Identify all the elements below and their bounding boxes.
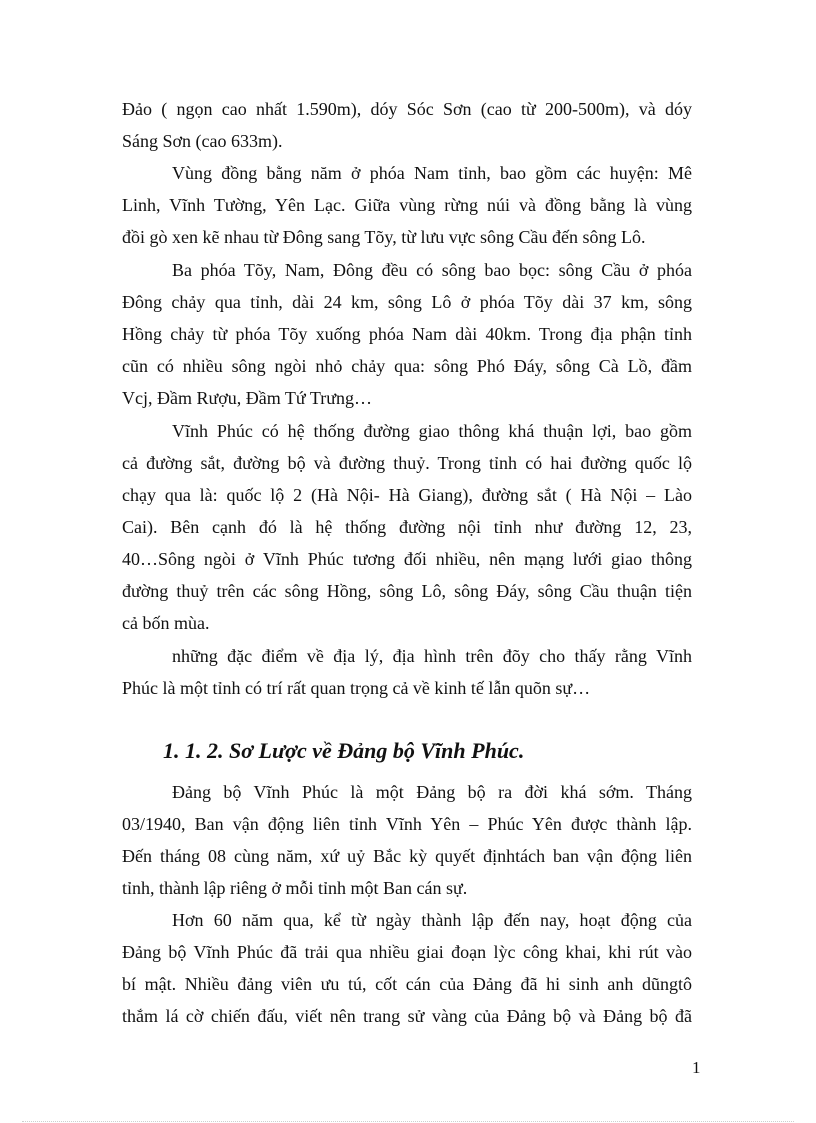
body-line: 40…Sông ngòi ở Vĩnh Phúc tương đối nhiều, nên mạng lưới giao thông bbox=[122, 549, 692, 569]
body-line: Sáng Sơn (cao 633m). bbox=[122, 131, 283, 151]
body-line: đồi gò xen kẽ nhau từ Đông sang Tõy, từ lưu vực sông Cầu đến sông Lô. bbox=[122, 227, 646, 247]
body-line: Cai). Bên cạnh đó là hệ thống đường nội tỉnh như đường 12, 23, bbox=[122, 517, 692, 537]
body-line: thắm lá cờ chiến đấu, viết nên trang sử vàng của Đảng bộ và Đảng bộ đã bbox=[122, 1006, 692, 1026]
body-line: những đặc điểm về địa lý, địa hình trên đõy cho thấy rằng Vĩnh bbox=[172, 646, 692, 666]
body-line: bí mật. Nhiều đảng viên ưu tú, cốt cán của Đảng đã hi sinh anh dũngtô bbox=[122, 974, 692, 994]
body-line: Hồng chảy từ phóa Tõy xuống phóa Nam dài 40km. Trong địa phận tỉnh bbox=[122, 324, 692, 344]
body-line: Vĩnh Phúc có hệ thống đường giao thông khá thuận lợi, bao gồm bbox=[172, 421, 692, 441]
page-number: 1 bbox=[692, 1058, 701, 1077]
body-line: Phúc là một tỉnh có trí rất quan trọng cả về kinh tế lẫn quõn sự… bbox=[122, 678, 591, 698]
body-line: Ba phóa Tõy, Nam, Đông đều có sông bao bọc: sông Cầu ở phóa bbox=[172, 260, 692, 280]
section-heading: 1. 1. 2. Sơ Lược về Đảng bộ Vĩnh Phúc. bbox=[163, 738, 525, 763]
body-line: Linh, Vĩnh Tường, Yên Lạc. Giữa vùng rừng núi và đồng bằng là vùng bbox=[122, 195, 692, 215]
body-line: Đến tháng 08 cùng năm, xứ uỷ Bắc kỳ quyết địnhtách ban vận động liên bbox=[122, 846, 692, 866]
body-line: cả bốn mùa. bbox=[122, 613, 210, 633]
body-line: Hơn 60 năm qua, kể từ ngày thành lập đến nay, hoạt động của bbox=[172, 910, 692, 930]
body-line: Đảo ( ngọn cao nhất 1.590m), dóy Sóc Sơn (cao từ 200-500m), và dóy bbox=[122, 99, 692, 119]
body-line: Đông chảy qua tỉnh, dài 24 km, sông Lô ở phóa Tõy dài 37 km, sông bbox=[122, 292, 692, 312]
body-line: tỉnh, thành lập riêng ở mỗi tỉnh một Ban cán sự. bbox=[122, 878, 468, 898]
body-line: đường thuỷ trên các sông Hồng, sông Lô, sông Đáy, sông Cầu thuận tiện bbox=[122, 581, 692, 601]
page-bottom-divider bbox=[22, 1121, 794, 1122]
body-line: chạy qua là: quốc lộ 2 (Hà Nội- Hà Giang), đường sắt ( Hà Nội – Lào bbox=[122, 485, 692, 505]
body-line: Vcj, Đầm Rượu, Đầm Tứ Trưng… bbox=[122, 388, 372, 408]
body-line: Vùng đồng bằng năm ở phóa Nam tỉnh, bao gồm các huyện: Mê bbox=[172, 163, 692, 183]
body-line: 03/1940, Ban vận động liên tỉnh Vĩnh Yên – Phúc Yên được thành lập. bbox=[122, 814, 692, 834]
body-line: cũn có nhiều sông ngòi nhỏ chảy qua: sông Phó Đáy, sông Cà Lồ, đầm bbox=[122, 356, 692, 376]
body-line: cả đường sắt, đường bộ và đường thuỷ. Trong tỉnh có hai đường quốc lộ bbox=[122, 453, 692, 473]
body-line: Đảng bộ Vĩnh Phúc là một Đảng bộ ra đời khá sớm. Tháng bbox=[172, 782, 692, 802]
body-line: Đảng bộ Vĩnh Phúc đã trải qua nhiều giai đoạn lỳc công khai, khi rút vào bbox=[122, 942, 692, 962]
